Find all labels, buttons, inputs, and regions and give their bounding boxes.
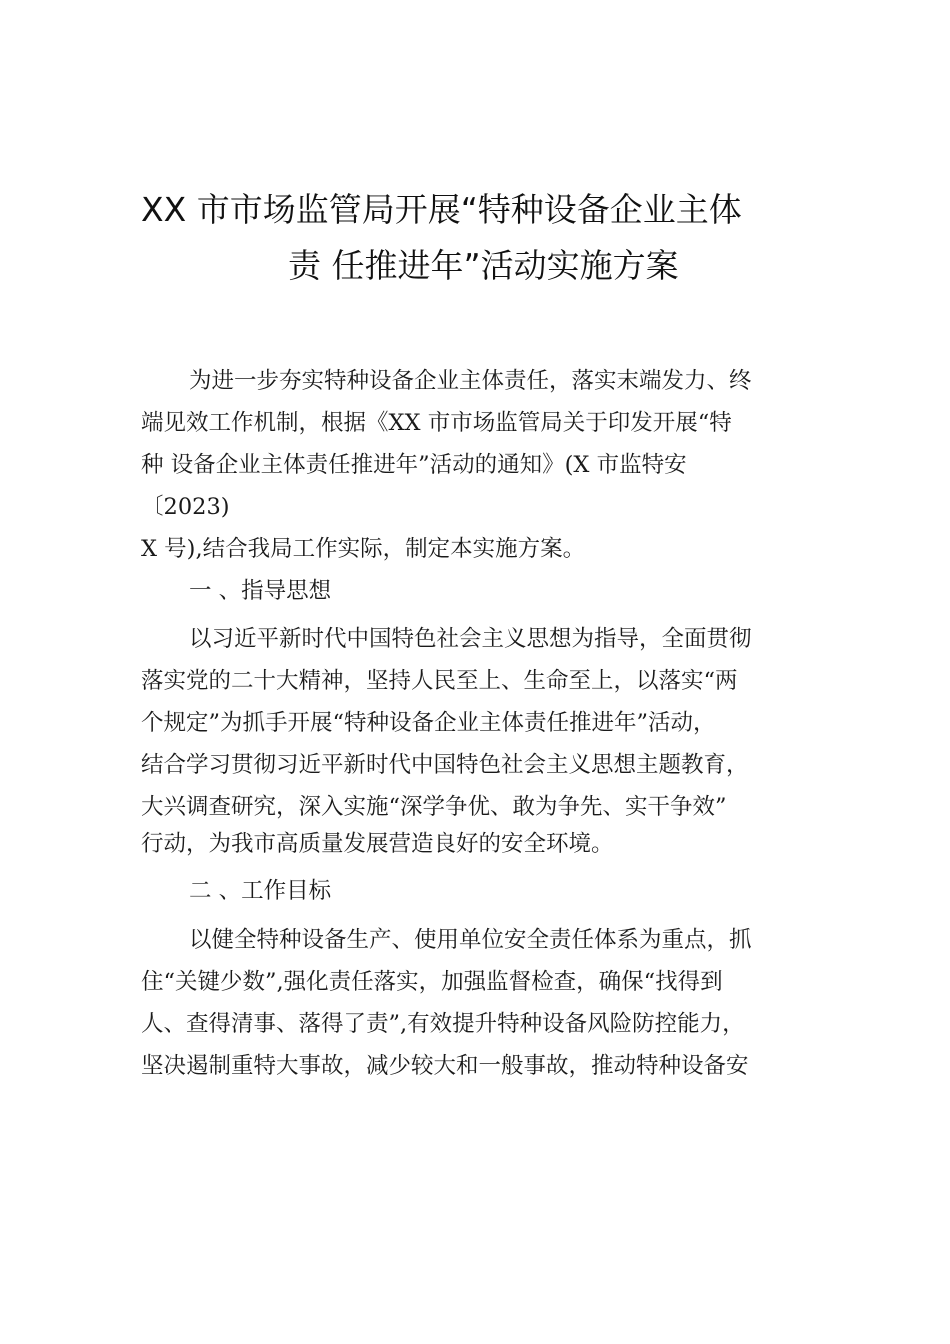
paragraph-line: 为进一步夯实特种设备企业主体责任，落实末端发力、终: [189, 368, 752, 394]
paragraph-line: 落实党的二十大精神，坚持人民至上、生命至上，以落实“两: [141, 668, 738, 694]
section-heading: 一 、指导思想: [189, 578, 332, 604]
paragraph-line: 行动，为我市高质量发展营造良好的安全环境。: [141, 831, 614, 857]
paragraph-line: 〔2023): [141, 494, 230, 520]
paragraph-line: 以习近平新时代中国特色社会主义思想为指导，全面贯彻: [189, 626, 752, 652]
paragraph-line: 端见效工作机制，根据《XX 市市场监管局关于印发开展“特: [141, 410, 732, 436]
paragraph-line: 种 设备企业主体责任推进年”活动的通知》(X 市监特安: [141, 452, 687, 478]
paragraph-line: 个规定”为抓手开展“特种设备企业主体责任推进年”活动，: [141, 710, 716, 736]
paragraph-line: 结合学习贯彻习近平新时代中国特色社会主义思想主题教育，: [141, 752, 749, 778]
paragraph-line: 住“关键少数”,强化责任落实，加强监督检查，确保“找得到: [141, 969, 723, 995]
document-title-line-2: 责 任推进年”活动实施方案: [288, 246, 679, 285]
document-title-line-1: XX 市市场监管局开展“特种设备企业主体: [141, 190, 742, 229]
section-heading: 二 、工作目标: [189, 878, 332, 904]
paragraph-line: 人、查得清事、落得了责”,有效提升特种设备风险防控能力，: [141, 1011, 745, 1037]
paragraph-line: 大兴调查研究，深入实施“深学争优、敢为争先、实干争效”: [141, 794, 727, 820]
paragraph-line: 以健全特种设备生产、使用单位安全责任体系为重点，抓: [189, 927, 752, 953]
paragraph-line: X 号),结合我局工作实际，制定本实施方案。: [141, 536, 586, 562]
paragraph-line: 坚决遏制重特大事故，减少较大和一般事故，推动特种设备安: [141, 1053, 749, 1079]
